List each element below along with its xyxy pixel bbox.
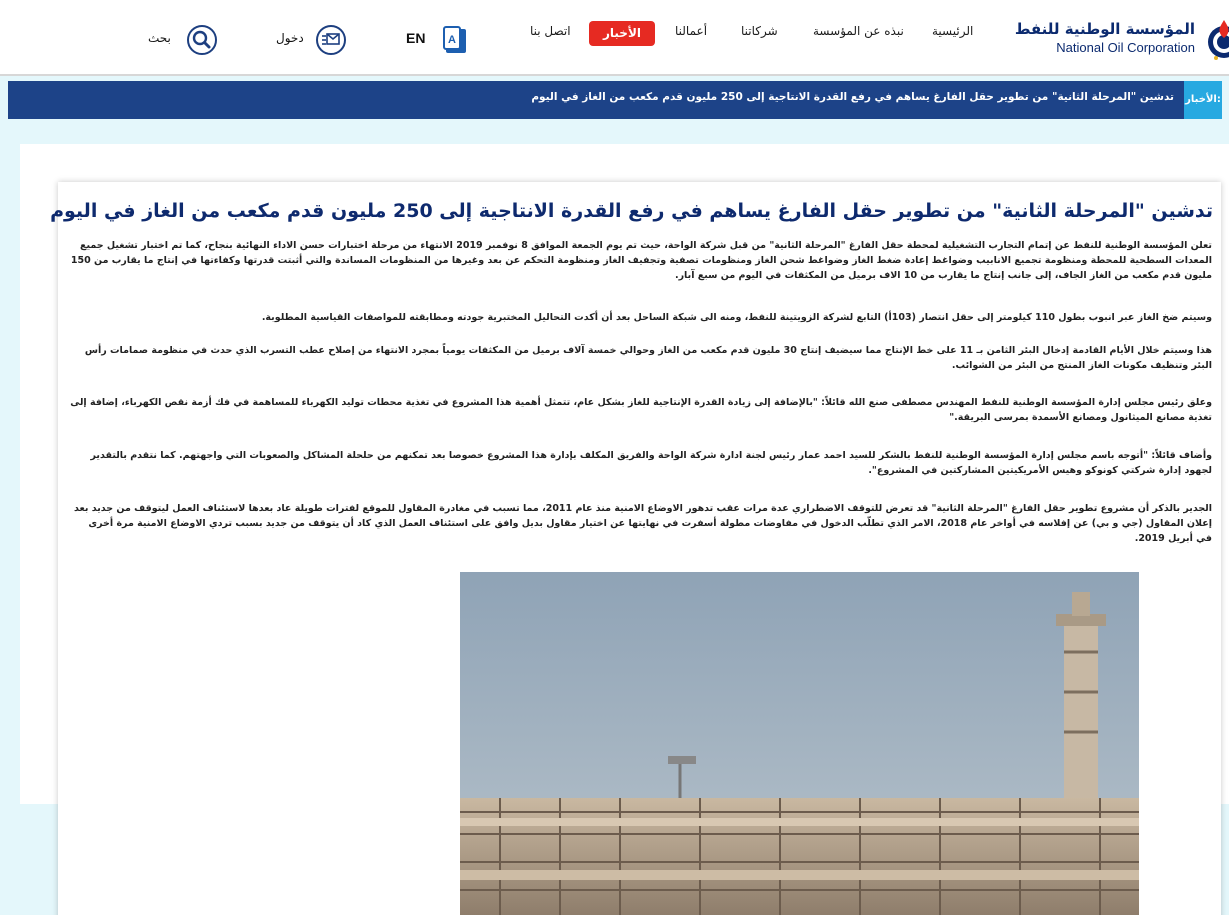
news-ticker	[8, 81, 1222, 119]
search-icon[interactable]	[186, 24, 218, 56]
article-paragraph: وأضاف قائلاً: "أتوجه باسم مجلس إدارة المؤسسة الوطنية للنفط بالشكر للسيد احمد عمار رئيس لجنة ادارة شركة الواحة والفريق المكلف بإدارة هذا المشروع خصوصا بعد تمكنهم من حلحلة المشاكل والصعوبات التي واجهتهم. كما نتقدم بالتقدير لجهود إدارة شركتي كونوكو وهيس الأمريكيتين المشاركتين في المشروع".	[90, 450, 1212, 476]
nav-works[interactable]: أعمالنا	[675, 24, 708, 38]
ticker-headline[interactable]: تدشين "المرحلة الثانية" من تطوير حقل الفارغ يساهم في رفع القدرة الانتاجية إلى 250 مليون قدم مكعب من الغاز في اليوم	[531, 91, 1174, 103]
article-paragraph: وسيتم ضخ الغاز عبر انبوب بطول 110 كيلومتر إلى حقل انتصار (103أ) التابع لشركة الزويتينة للنفط، ومنه الى شبكة الساحل بعد أن أكدت التحاليل المختبرية جودته ومطابقته للمواصفات القياسية المطلوبة.	[261, 312, 1212, 323]
site-header	[0, 0, 1229, 76]
gas-plant-photo	[460, 572, 1139, 915]
login-link[interactable]: دخول	[276, 31, 304, 45]
nav-news[interactable]: الأخبار	[589, 21, 655, 46]
article-paragraph: وعلق رئيس مجلس إدارة المؤسسة الوطنية للنفط المهندس مصطفى صنع الله قائلاً: "بالإضافة إلى زيادة القدرة الإنتاجية للغاز بشكل عام، تتمثل أهمية هذا المشروع في تغذية محطات توليد الكهرباء للمساهمة في فك أزمة نقص الكهرباء، إضافة إلى تغذية مصانع الميثانول ومصانع الأسمدة بمرسى البريقة."	[70, 397, 1212, 423]
article-title: تدشين "المرحلة الثانية" من تطوير حقل الفارغ يساهم في رفع القدرة الانتاجية إلى 250 مليون قدم مكعب من الغاز في اليوم	[50, 200, 1213, 222]
nav-home[interactable]: الرئيسية	[932, 24, 974, 38]
logo-name-ar: المؤسسة الوطنية للنفط	[1014, 20, 1195, 38]
language-icon[interactable]	[442, 25, 470, 55]
article-paragraph: تعلن المؤسسة الوطنية للنفط عن إتمام التجارب التشغيلية لمحطة حقل الفارغ "المرحلة الثانية" من قبل شركة الواحة، حيث تم يوم الجمعة الموافق 8 نوفمبر 2019 الانتهاء من مرحلة اختبارات حسن الاداء النهائية بنجاح، كما تم اختبار تشغيل جميع المعدات السطحية للمحطة ومنظومة تجميع الانابيب وضواغط إعادة ضغط الغاز وضواغط شحن الغاز ومنظومات تصفية وتجفيف الغاز ومنظومة التحكم عن بعد وغيرها من المنظومات المساندة والتي أثبتت قدرتها وكفاءتها في إنتاج ما يقارب من 150 مليون قدم مكعب من الغاز الجاف، إلى جانب إنتاج ما يقارب من 10 الاف برميل من المكثفات في اليوم من سبع آبار.	[70, 240, 1212, 281]
article-paragraph: الجدير بالذكر أن مشروع تطوير حقل الفارغ "المرحلة الثانية" قد تعرض للتوقف الاضطراري عدة مرات عقب تدهور الاوضاع الامنية منذ عام 2011، مما تسبب في مغادرة المقاول للموقع لفترات طويلة عاد بعدها لاستئناف العمل ليتوقف من جديد بعد إعلان المقاول (جي و بي) عن إفلاسه في أواخر عام 2018، الامر الذي تطلّب الدخول في مفاوضات مطولة أسفرت في نهايتها عن اختيار مقاول بديل وافق على استئناف العمل الذي كاد أن يتوقف من جديد بسبب تردي الاوضاع الامنية مرة أخرى في أبريل 2019.	[74, 503, 1212, 544]
logo-name-en: National Oil Corporation	[1056, 40, 1195, 55]
noc-logo-icon	[1205, 18, 1229, 62]
login-icon[interactable]	[315, 24, 347, 56]
article-card	[50, 182, 1221, 915]
article-paragraph: هذا وسيتم خلال الأيام القادمة إدخال البئر الثامن بـ 11 على خط الإنتاج مما سيضيف إنتاج 30 مليون قدم مكعب من الغاز وحوالي خمسة آلاف برميل من المكثفات يومياً بمجرد الانتهاء من إصلاح عطب التسرب الذي حدث في منظومة صمامات رأس البئر وتنظيف مكونات الغاز المنتج من البئر من الشوائب.	[84, 345, 1212, 371]
nav-about[interactable]: نبذه عن المؤسسة	[813, 24, 904, 38]
nav-companies[interactable]: شركاتنا	[741, 24, 778, 38]
site-logo[interactable]	[1014, 10, 1229, 66]
nav-contact[interactable]: اتصل بنا	[530, 24, 571, 38]
ticker-label: الأخبار:	[1184, 81, 1222, 119]
search-link[interactable]: بحث	[148, 31, 171, 45]
svg-text:A: A	[448, 34, 456, 46]
language-switch[interactable]: EN	[406, 30, 426, 46]
